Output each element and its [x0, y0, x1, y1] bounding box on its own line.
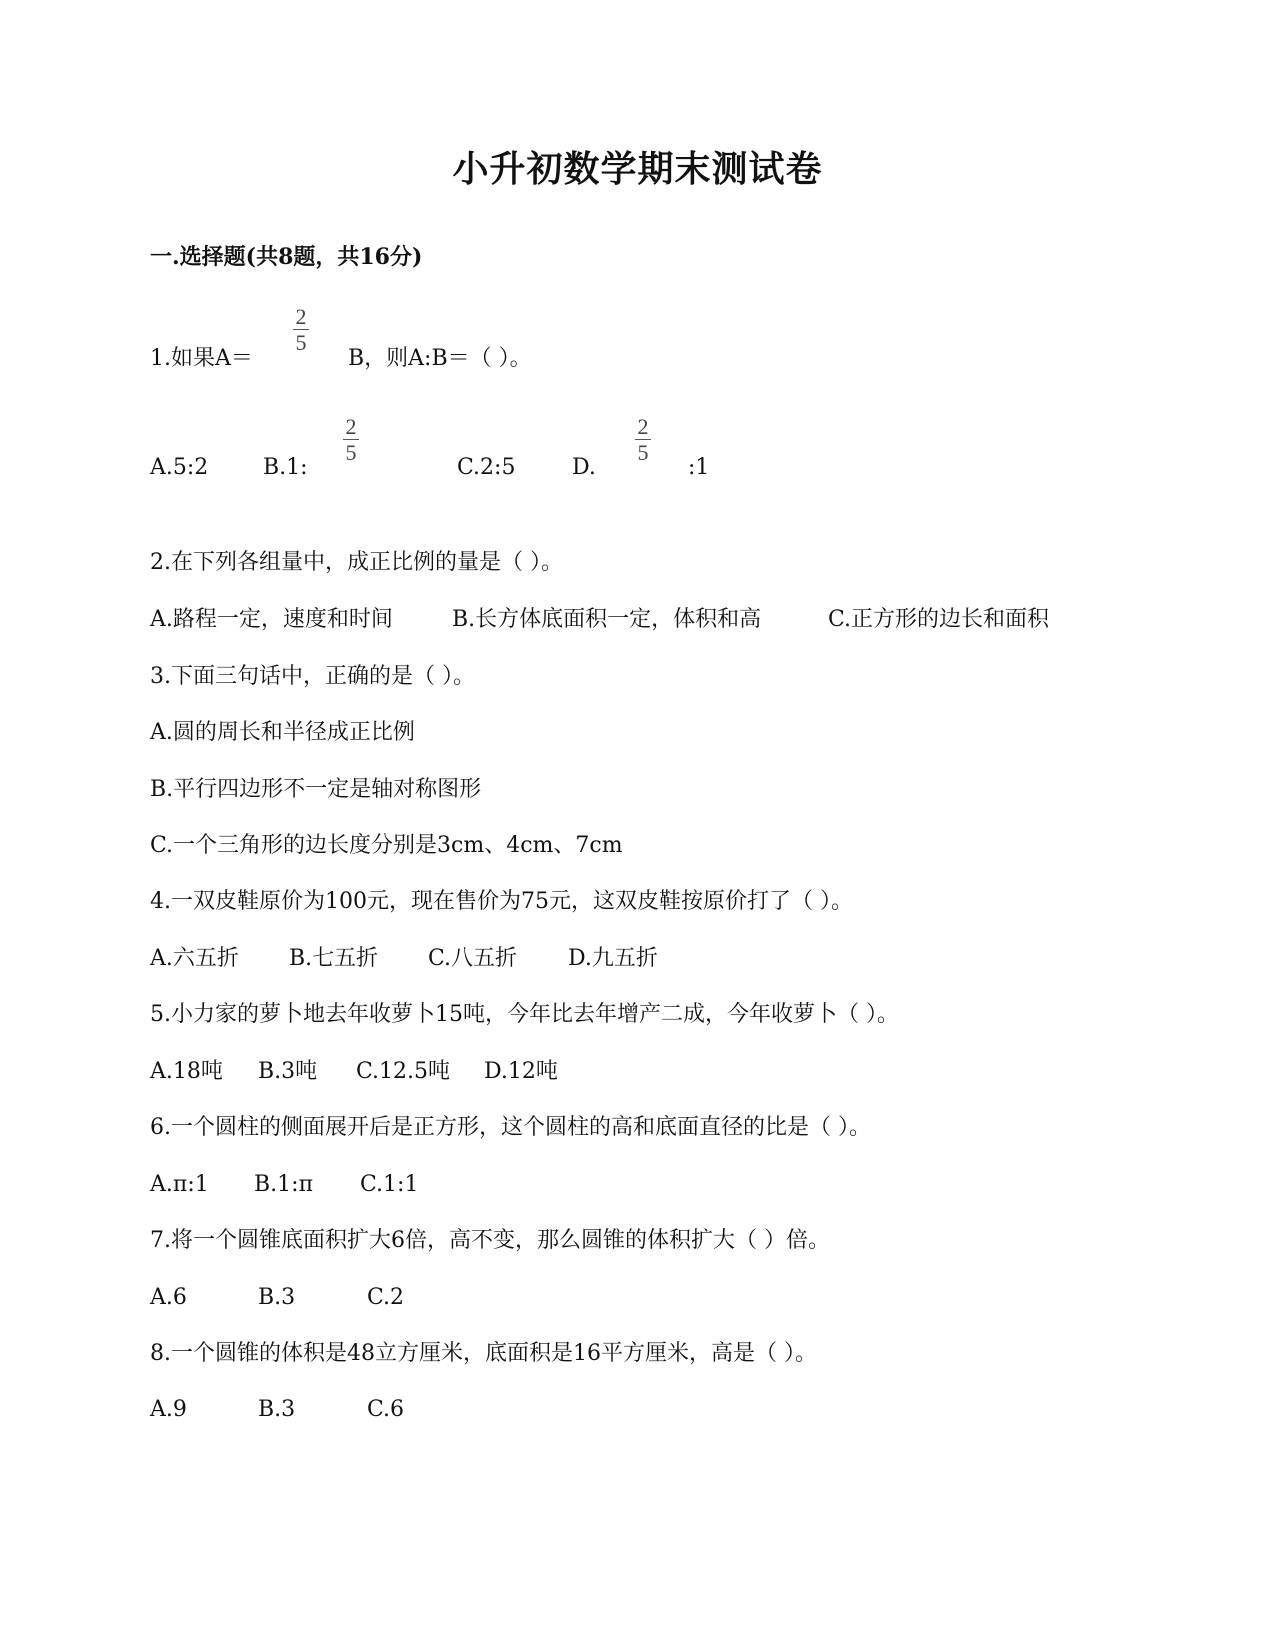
- question-8-text: 8.一个圆锥的体积是48立方厘米，底面积是16平方厘米，高是（ ）。: [150, 1341, 817, 1366]
- question-6-text: 6.一个圆柱的侧面展开后是正方形，这个圆柱的高和底面直径的比是（ ）。: [150, 1115, 871, 1140]
- question-4-option-d[interactable]: D.九五折: [568, 946, 658, 971]
- fraction-denominator: 5: [295, 330, 307, 355]
- question-5-option-a[interactable]: A.18吨: [150, 1059, 223, 1084]
- question-5-option-c[interactable]: C.12.5吨: [356, 1059, 451, 1084]
- question-3-option-b[interactable]: B.平行四边形不一定是轴对称图形: [150, 777, 482, 802]
- question-2-text: 2.在下列各组量中，成正比例的量是（ ）。: [150, 550, 563, 575]
- question-1-suffix: B，则A:B＝（ ）。: [348, 346, 532, 371]
- page-title: 小升初数学期末测试卷: [452, 148, 823, 190]
- question-3-option-a[interactable]: A.圆的周长和半径成正比例: [150, 720, 415, 745]
- question-1-option-d-fraction: [632, 416, 654, 464]
- question-8-option-b[interactable]: B.3: [258, 1397, 296, 1422]
- question-4-option-c[interactable]: C.八五折: [428, 946, 518, 971]
- question-8-option-a[interactable]: A.9: [150, 1397, 187, 1422]
- fraction-numerator: 2: [345, 414, 357, 439]
- question-1-option-c[interactable]: C.2:5: [457, 455, 516, 480]
- question-7-option-b[interactable]: B.3: [258, 1285, 296, 1310]
- question-3-option-c[interactable]: C.一个三角形的边长度分别是3cm、4cm、7cm: [150, 833, 623, 858]
- question-7-option-a[interactable]: A.6: [150, 1285, 187, 1310]
- question-2-option-c[interactable]: C.正方形的边长和面积: [828, 607, 1050, 632]
- question-5-option-b[interactable]: B.3吨: [258, 1059, 318, 1084]
- question-7-option-c[interactable]: C.2: [367, 1285, 405, 1310]
- question-4-text: 4.一双皮鞋原价为100元，现在售价为75元，这双皮鞋按原价打了（ ）。: [150, 889, 853, 914]
- question-1-fraction: [290, 306, 312, 354]
- question-1-prefix: 1.如果A＝: [150, 346, 253, 371]
- question-2-option-a[interactable]: A.路程一定，速度和时间: [150, 607, 393, 632]
- question-1-option-b[interactable]: B.1:: [263, 455, 308, 480]
- question-4-option-b[interactable]: B.七五折: [289, 946, 379, 971]
- question-6-option-b[interactable]: B.1:π: [254, 1172, 314, 1197]
- fraction-denominator: 5: [637, 440, 649, 465]
- question-1-option-b-fraction: [340, 416, 362, 464]
- question-5-option-d[interactable]: D.12吨: [484, 1059, 558, 1084]
- fraction-numerator: 2: [637, 414, 649, 439]
- section-heading: 一.选择题(共8题，共16分): [150, 244, 423, 270]
- question-8-option-c[interactable]: C.6: [367, 1397, 405, 1422]
- question-1-option-d-suffix: :1: [688, 455, 710, 480]
- question-1-option-a[interactable]: A.5:2: [150, 455, 209, 480]
- question-7-text: 7.将一个圆锥底面积扩大6倍，高不变，那么圆锥的体积扩大（ ）倍。: [150, 1228, 830, 1253]
- fraction-numerator: 2: [295, 304, 307, 329]
- fraction-denominator: 5: [345, 440, 357, 465]
- question-1-option-d[interactable]: D.: [572, 455, 596, 480]
- question-2-option-b[interactable]: B.长方体底面积一定，体积和高: [452, 607, 762, 632]
- question-4-option-a[interactable]: A.六五折: [150, 946, 239, 971]
- question-3-text: 3.下面三句话中，正确的是（ ）。: [150, 664, 475, 689]
- question-6-option-a[interactable]: A.π:1: [150, 1172, 209, 1197]
- question-5-text: 5.小力家的萝卜地去年收萝卜15吨，今年比去年增产二成，今年收萝卜（ ）。: [150, 1002, 899, 1027]
- question-6-option-c[interactable]: C.1:1: [360, 1172, 419, 1197]
